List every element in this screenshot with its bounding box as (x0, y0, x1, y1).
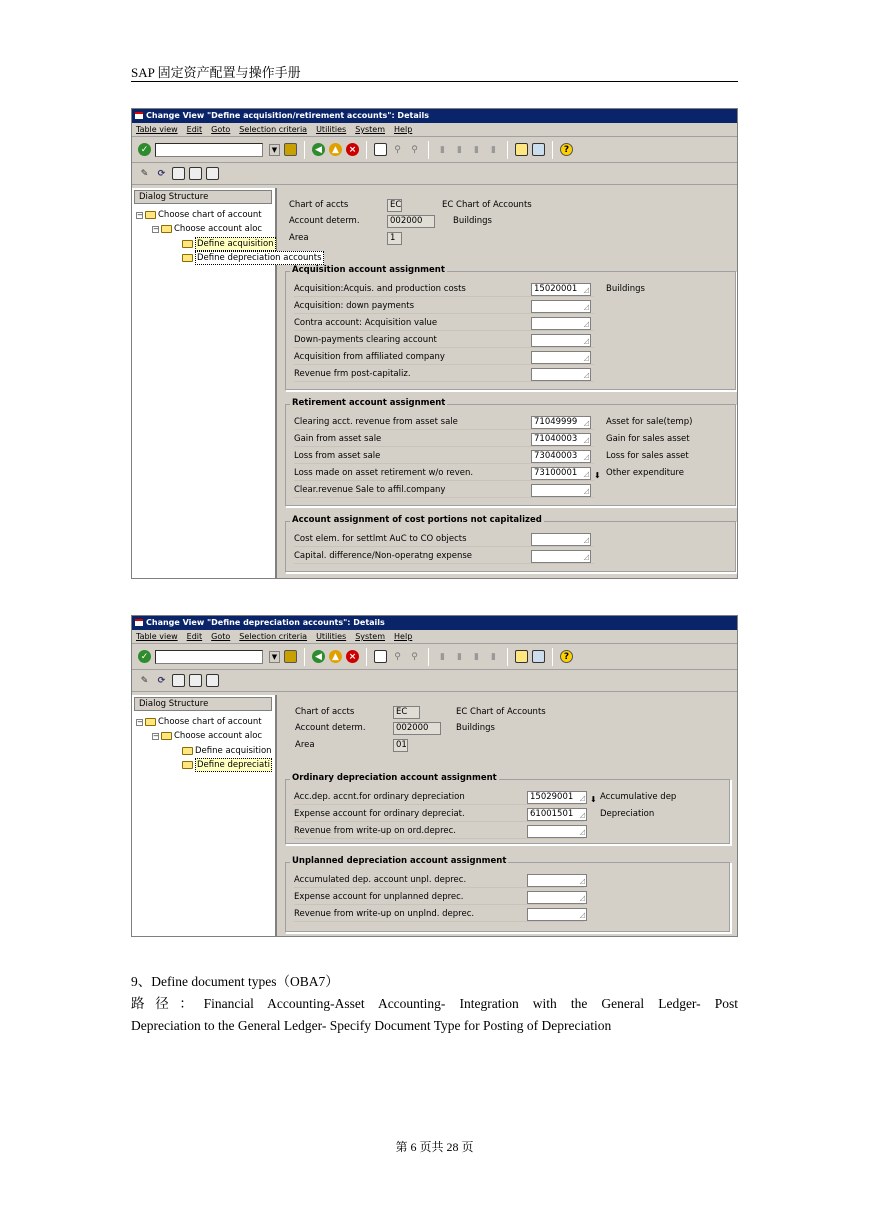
tree-node-define-depreciation[interactable] (182, 252, 324, 264)
delimit-icon[interactable] (189, 167, 202, 180)
first-page-icon[interactable]: ▮ (440, 651, 445, 662)
window-body (132, 695, 737, 936)
row-label: Revenue from write-up on unplnd. deprec. (294, 909, 475, 919)
row-label: Acquisition:Acquis. and production costs (294, 284, 466, 294)
print-icon[interactable] (374, 143, 387, 156)
field-description: Buildings (456, 723, 495, 733)
exit-icon[interactable]: ▲ (329, 650, 342, 663)
menu-help[interactable]: Help (394, 632, 413, 641)
row-revenue-write-up-unplnd (294, 906, 584, 922)
row-acquis-production-costs (294, 281, 645, 297)
folder-icon (145, 718, 156, 726)
group-title: Acquisition account assignment (292, 265, 445, 275)
tree-node-define-depreciation[interactable] (182, 759, 272, 771)
account-input[interactable]: 71049999 ◿ (531, 416, 591, 429)
group-retirement (285, 398, 737, 507)
row-gain-asset-sale (294, 431, 690, 447)
tree-node-define-acquisition[interactable] (182, 238, 276, 250)
row-cost-elem-settlmt (294, 531, 594, 547)
row-description: Depreciation (600, 809, 655, 819)
folder-icon (182, 747, 193, 755)
tree-node-label: Define depreciation accounts (197, 253, 322, 263)
toolbar-separator (507, 648, 508, 666)
account-input[interactable] (527, 908, 587, 921)
row-description: Other expenditure (606, 468, 684, 478)
command-field[interactable] (155, 650, 263, 664)
previous-page-icon[interactable]: ▮ (457, 144, 462, 155)
row-label: Loss from asset sale (294, 451, 381, 461)
page-header: SAP 固定资产配置与操作手册 (131, 65, 301, 80)
help-icon[interactable]: ? (560, 650, 573, 663)
open-folder-icon (182, 761, 193, 769)
row-label: Gain from asset sale (294, 434, 382, 444)
account-input[interactable] (531, 533, 591, 546)
row-contra-account (294, 315, 594, 331)
field-value: 002000 (393, 722, 441, 735)
menu-table-view[interactable]: Table view (136, 632, 178, 641)
window-title: Change View "Define acquisition/retirement accounts": Details (146, 111, 429, 120)
account-input[interactable] (531, 300, 591, 313)
row-label: Capital. difference/Non-operatng expense (294, 551, 473, 561)
application-toolbar (132, 670, 737, 692)
command-field[interactable] (155, 143, 263, 157)
row-clear-revenue-affil (294, 482, 594, 498)
tree-node-chart-of-account[interactable] (136, 716, 262, 728)
menu-system[interactable]: System (355, 632, 386, 641)
folder-icon (182, 254, 193, 262)
path-line-1: 路径：Financial Accounting-Asset Accounting- Integration with the General Ledger- Post (131, 996, 738, 1011)
row-loss-retirement (294, 465, 684, 481)
toolbar-separator (507, 141, 508, 159)
field-description: EC Chart of Accounts (442, 200, 532, 210)
next-page-icon[interactable]: ▮ (474, 651, 479, 662)
help-icon[interactable]: ? (560, 143, 573, 156)
copy-icon[interactable] (172, 167, 185, 180)
menu-bar (132, 630, 737, 644)
find-next-icon[interactable]: ⚲ (411, 651, 418, 662)
tree-node-account-aloc[interactable] (152, 223, 262, 235)
header-field-chart-of-accts (289, 198, 532, 212)
field-label: Area (295, 740, 315, 750)
field-label: Account determ. (295, 723, 366, 733)
toolbar-separator (304, 141, 305, 159)
account-input[interactable]: 15020001 ◿ (531, 283, 591, 296)
menu-table-view[interactable]: Table view (136, 125, 178, 134)
header-field-area (295, 738, 408, 752)
create-session-icon[interactable] (515, 650, 528, 663)
collapse-icon[interactable]: − (137, 717, 143, 726)
next-page-icon[interactable]: ▮ (474, 144, 479, 155)
row-expense-unplanned (294, 889, 584, 905)
menu-bar (132, 123, 737, 137)
standard-toolbar (132, 644, 737, 670)
f4-help-icon[interactable]: ⬇ (594, 471, 601, 480)
tree-node-label: Choose chart of account (158, 717, 262, 727)
field-value: EC (393, 706, 420, 719)
page-footer: 第 6 页共 28 页 (395, 1140, 474, 1154)
row-clearing-revenue (294, 414, 693, 430)
print-icon[interactable] (374, 650, 387, 663)
row-capital-difference (294, 548, 594, 564)
menu-edit[interactable]: Edit (186, 125, 203, 134)
row-label: Revenue frm post-capitaliz. (294, 369, 411, 379)
account-input[interactable] (527, 891, 587, 904)
group-unplanned-depreciation (285, 856, 731, 933)
row-description: Asset for sale(temp) (606, 417, 693, 427)
sap-window-icon (135, 619, 143, 626)
menu-edit[interactable]: Edit (186, 632, 203, 641)
collapse-icon[interactable]: − (153, 731, 159, 740)
shortcut-icon[interactable] (532, 143, 545, 156)
tree-node-label: Define acquisition (195, 746, 272, 756)
row-description: Buildings (606, 284, 645, 294)
field-description: EC Chart of Accounts (456, 707, 546, 717)
toolbar-separator (552, 141, 553, 159)
row-label: Cost elem. for settlmt AuC to CO objects (294, 534, 467, 544)
tree-node-label: Choose account aloc (174, 731, 263, 741)
account-input[interactable] (531, 334, 591, 347)
find-icon[interactable]: ⚲ (394, 144, 401, 155)
delimit-icon[interactable] (189, 674, 202, 687)
sap-window-icon (135, 112, 143, 119)
account-input[interactable] (527, 825, 587, 838)
chevron-down-icon[interactable]: ▼ (269, 651, 280, 663)
toolbar-separator (428, 648, 429, 666)
group-title: Account assignment of cost portions not capitalized (292, 515, 542, 525)
account-input[interactable]: 73100001 ◿ (531, 467, 591, 480)
account-input[interactable]: 73040003 ◿ (531, 450, 591, 463)
save-icon[interactable] (284, 650, 297, 663)
field-value: 1 (387, 232, 402, 245)
menu-system[interactable]: System (355, 125, 386, 134)
account-input[interactable] (531, 484, 591, 497)
toolbar-separator (366, 648, 367, 666)
table-icon[interactable] (206, 674, 219, 687)
toolbar-separator (552, 648, 553, 666)
row-label: Acquisition: down payments (294, 301, 415, 311)
application-toolbar (132, 163, 737, 185)
toolbar-separator (428, 141, 429, 159)
cancel-icon[interactable]: × (346, 143, 359, 156)
folder-icon (161, 225, 172, 233)
check-icon[interactable]: ✓ (138, 143, 151, 156)
check-icon[interactable]: ✓ (138, 650, 151, 663)
row-label: Contra account: Acquisition value (294, 318, 438, 328)
menu-help[interactable]: Help (394, 125, 413, 134)
field-value: 002000 (387, 215, 435, 228)
row-acc-dep-ordinary (294, 789, 677, 805)
row-down-payments-clearing (294, 332, 594, 348)
row-accumulated-unpl (294, 872, 584, 888)
create-session-icon[interactable] (515, 143, 528, 156)
exit-icon[interactable]: ▲ (329, 143, 342, 156)
tree-heading: Dialog Structure (134, 190, 272, 204)
toolbar-separator (304, 648, 305, 666)
group-title: Ordinary depreciation account assignment (292, 773, 497, 783)
tree-node-label: Choose account aloc (174, 224, 263, 234)
field-label: Area (289, 233, 309, 243)
account-input[interactable]: 15029001 ◿ (527, 791, 587, 804)
field-label: Account determ. (289, 216, 360, 226)
details-area (279, 695, 737, 936)
menu-goto[interactable]: Goto (211, 632, 231, 641)
window-titlebar (132, 109, 737, 123)
find-icon[interactable]: ⚲ (394, 651, 401, 662)
collapse-icon[interactable]: − (137, 210, 143, 219)
tree-node-label: Define depreciati (197, 760, 270, 770)
group-title: Unplanned depreciation account assignment (292, 856, 507, 866)
field-label: Chart of accts (295, 707, 355, 717)
header-field-area (289, 231, 402, 245)
account-input[interactable] (531, 351, 591, 364)
row-revenue-post-capitaliz (294, 366, 594, 382)
account-input[interactable] (531, 368, 591, 381)
group-ordinary-depreciation (285, 773, 731, 845)
tree-heading: Dialog Structure (134, 697, 272, 711)
group-acquisition (285, 265, 737, 391)
back-icon[interactable]: ◀ (312, 650, 325, 663)
folder-icon (145, 211, 156, 219)
menu-utilities[interactable]: Utilities (316, 632, 347, 641)
row-label: Loss made on asset retirement w/o reven. (294, 468, 474, 478)
shortcut-icon[interactable] (532, 650, 545, 663)
row-label: Clear.revenue Sale to affil.company (294, 485, 446, 495)
row-down-payments (294, 298, 594, 314)
row-label: Expense account for unplanned deprec. (294, 892, 464, 902)
menu-goto[interactable]: Goto (211, 125, 231, 134)
tree-node-label: Choose chart of account (158, 210, 262, 220)
window-titlebar (132, 616, 737, 630)
sap-window-acquisition (131, 108, 738, 579)
account-input[interactable]: 71040003 ◿ (531, 433, 591, 446)
tree-node-account-aloc[interactable] (152, 730, 262, 742)
last-page-icon[interactable]: ▮ (491, 651, 496, 662)
field-description: Buildings (453, 216, 492, 226)
tree-node-label: Define acquisition (197, 239, 274, 249)
row-label: Accumulated dep. account unpl. deprec. (294, 875, 467, 885)
standard-toolbar (132, 137, 737, 163)
other-view-icon[interactable]: ⟳ (157, 168, 166, 179)
row-label: Expense account for ordinary depreciat. (294, 809, 465, 819)
chevron-down-icon[interactable]: ▼ (269, 144, 280, 156)
menu-selection-criteria[interactable]: Selection criteria (239, 632, 308, 641)
copy-icon[interactable] (172, 674, 185, 687)
row-label: Acc.dep. accnt.for ordinary depreciation (294, 792, 465, 802)
row-affiliated-company (294, 349, 594, 365)
window-title: Change View "Define depreciation accounts": Details (146, 618, 385, 627)
collapse-icon[interactable]: − (153, 224, 159, 233)
table-icon[interactable] (206, 167, 219, 180)
open-folder-icon (182, 240, 193, 248)
display-change-icon[interactable]: ✎ (140, 168, 149, 179)
last-page-icon[interactable]: ▮ (491, 144, 496, 155)
header-field-account-determ (289, 214, 492, 228)
header-rule (131, 81, 738, 82)
group-cost-portions (285, 515, 737, 573)
window-body (132, 188, 737, 578)
header-field-account-determ (295, 721, 495, 735)
row-revenue-write-up-ord (294, 823, 584, 839)
sap-window-depreciation (131, 615, 738, 937)
field-value: 01 (393, 739, 408, 752)
toolbar-separator (366, 141, 367, 159)
save-icon[interactable] (284, 143, 297, 156)
account-input[interactable] (531, 317, 591, 330)
menu-selection-criteria[interactable]: Selection criteria (239, 125, 308, 134)
header-field-chart-of-accts (295, 705, 546, 719)
details-area (279, 188, 737, 578)
folder-icon (161, 732, 172, 740)
row-loss-asset-sale (294, 448, 689, 464)
account-input[interactable] (531, 550, 591, 563)
row-label: Revenue from write-up on ord.deprec. (294, 826, 456, 836)
path-line-2: Depreciation to the General Ledger- Specify Document Type for Posting of Depreciation (131, 1018, 612, 1033)
row-description: Loss for sales asset (606, 451, 689, 461)
first-page-icon[interactable]: ▮ (440, 144, 445, 155)
field-label: Chart of accts (289, 200, 349, 210)
row-description: Gain for sales asset (606, 434, 690, 444)
row-description: Accumulative dep (600, 792, 677, 802)
section-title: 9、Define document types（OBA7） (131, 974, 339, 989)
account-input[interactable] (527, 874, 587, 887)
tree-node-define-acquisition[interactable] (182, 745, 272, 757)
f4-help-icon[interactable]: ⬇ (590, 795, 597, 804)
row-expense-ordinary (294, 806, 655, 822)
group-title: Retirement account assignment (292, 398, 446, 408)
previous-page-icon[interactable]: ▮ (457, 651, 462, 662)
field-value: EC (387, 199, 402, 212)
row-label: Down-payments clearing account (294, 335, 437, 345)
dialog-structure-tree (132, 695, 277, 936)
row-label: Acquisition from affiliated company (294, 352, 445, 362)
menu-utilities[interactable]: Utilities (316, 125, 347, 134)
back-icon[interactable]: ◀ (312, 143, 325, 156)
tree-node-chart-of-account[interactable] (136, 209, 262, 221)
cancel-icon[interactable]: × (346, 650, 359, 663)
row-label: Clearing acct. revenue from asset sale (294, 417, 458, 427)
other-view-icon[interactable]: ⟳ (157, 675, 166, 686)
account-input[interactable]: 61001501 ◿ (527, 808, 587, 821)
display-change-icon[interactable]: ✎ (140, 675, 149, 686)
find-next-icon[interactable]: ⚲ (411, 144, 418, 155)
